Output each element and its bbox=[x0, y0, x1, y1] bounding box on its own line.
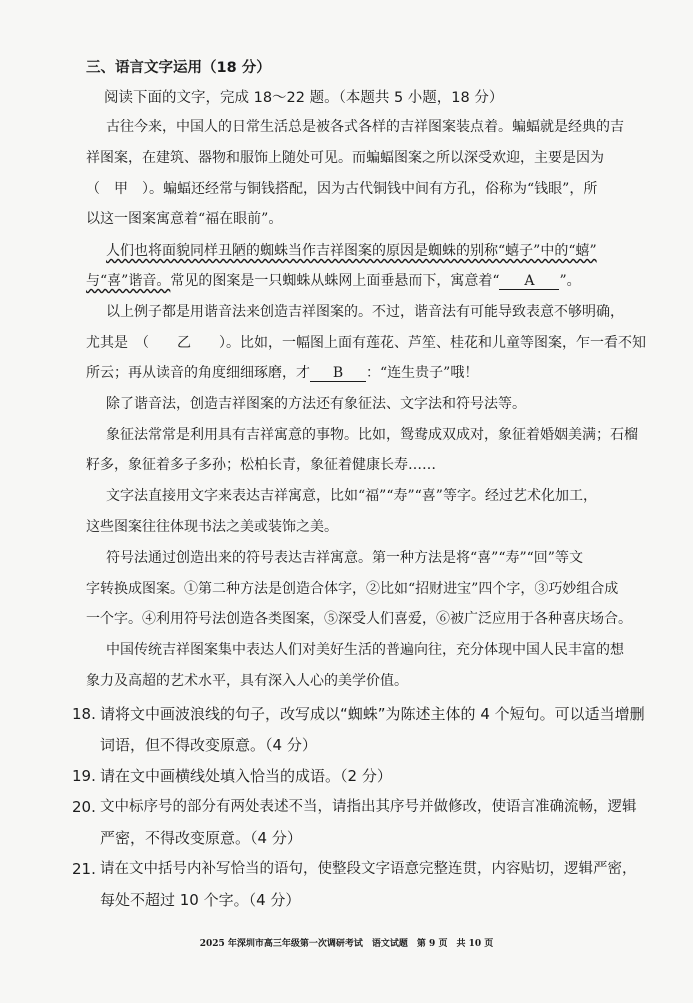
q18-number: 18. bbox=[72, 705, 96, 723]
p7-line1: 符号法通过创造出来的符号表达吉祥寓意。第一种方法是将“喜”“寿”“回”等文 bbox=[106, 550, 583, 566]
p3-line2: 尤其是 （ 乙 ）。比如，一幅图上面有莲花、芦笙、桂花和儿童等图案，乍一看不知 bbox=[86, 335, 646, 351]
p3-line1: 以上例子都是用谐音法来创造吉祥图案的。不过，谐音法有可能导致表意不够明确， bbox=[106, 304, 624, 320]
q19-number: 19. bbox=[72, 767, 96, 785]
section-intro: 阅读下面的文字，完成 18～22 题。（本题共 5 小题，18 分） bbox=[104, 90, 504, 106]
q20-text-line2: 严密，不得改变原意。（4 分） bbox=[100, 829, 302, 847]
p2-line2-wavy: 与“喜”谐音。 bbox=[86, 273, 171, 289]
page-footer: 2025 年深圳市高三年级第一次调研考试 语文试题 第 9 页 共 10 页 bbox=[199, 939, 494, 949]
q18-text-line2: 词语，但不得改变原意。（4 分） bbox=[100, 736, 317, 754]
p5-line2: 籽多，象征着多子多孙；松柏长青，象征着健康长寿…… bbox=[86, 457, 436, 473]
blank-a: A bbox=[499, 273, 559, 290]
p7-line3: 一个字。④利用符号法创造各类图案，⑤深受人们喜爱，⑥被广泛应用于各种喜庆场合。 bbox=[86, 611, 632, 627]
p1-line3-text: 。蝙蝠还经常与铜钱搭配，因为古代铜钱中间有方孔，俗称为“钱眼”，所 bbox=[149, 181, 598, 197]
p8-line1: 中国传统吉祥图案集中表达人们对美好生活的普遍向往，充分体现中国人民丰富的想 bbox=[106, 642, 624, 658]
q21-text-line1: 请在文中括号内补写恰当的语句，使整段文字语意完整连贯，内容贴切，逻辑严密， bbox=[100, 861, 637, 877]
q19-text-line1: 请在文中画横线处填入恰当的成语。（2 分） bbox=[100, 767, 392, 785]
p2-line2 bbox=[86, 271, 581, 291]
q18-text-line1: 请将文中画波浪线的句子，改写成以“蜘蛛”为陈述主体的 4 个短句。可以适当增删 bbox=[100, 705, 645, 723]
blank-b: B bbox=[310, 365, 366, 382]
q21-number: 21. bbox=[72, 860, 96, 878]
q20-number: 20. bbox=[72, 798, 96, 816]
p3-line3 bbox=[86, 363, 478, 383]
q21-text-line2: 每处不超过 10 个字。（4 分） bbox=[100, 891, 301, 909]
p2-line2-text: 常见的图案是一只蜘蛛从蛛网上面垂悬而下，寓意着“ bbox=[170, 273, 500, 289]
p6-line1: 文字法直接用文字来表达吉祥寓意，比如“福”“寿”“喜”等字。经过艺术化加工， bbox=[106, 488, 597, 504]
p8-line2: 象力及高超的艺术水平，具有深入人心的美学价值。 bbox=[86, 673, 408, 689]
p2-line1-wavy: 人们也将面貌同样丑陋的蜘蛛当作吉祥图案的原因是蜘蛛的别称“蟢子”中的“蟢” bbox=[106, 243, 597, 259]
p1-line4: 以这一图案寓意着“福在眼前”。 bbox=[86, 211, 283, 227]
p3-line3-text: 所云；再从读音的角度细细琢磨，才 bbox=[86, 365, 310, 381]
p6-line2: 这些图案往往体现书法之美或装饰之美。 bbox=[86, 519, 338, 535]
p3-line3-end: ：“连生贵子”哦！ bbox=[366, 365, 479, 381]
p2-line2-end: ”。 bbox=[559, 273, 581, 289]
p4-line1: 除了谐音法，创造吉祥图案的方法还有象征法、文字法和符号法等。 bbox=[106, 396, 526, 412]
section-title: 三、语言文字运用（18 分） bbox=[86, 60, 271, 76]
p1-line1: 古往今来，中国人的日常生活总是被各式各样的吉祥图案装点着。蝙蝠就是经典的吉 bbox=[106, 119, 624, 135]
p1-line3 bbox=[86, 179, 597, 199]
p7-line2: 字转换成图案。①第二种方法是创造合体字，②比如“招财进宝”四个字，③巧妙组合成 bbox=[86, 581, 619, 597]
q20-text-line1: 文中标序号的部分有两处表述不当，请指出其序号并做修改，使语言准确流畅，逻辑 bbox=[100, 799, 637, 815]
blank-jia: （ 甲 ） bbox=[86, 181, 149, 197]
p1-line2: 祥图案，在建筑、器物和服饰上随处可见。而蝙蝠图案之所以深受欢迎，主要是因为 bbox=[86, 150, 604, 166]
p5-line1: 象征法常常是利用具有吉祥寓意的事物。比如，鸳鸯成双成对，象征着婚姻美满；石榴 bbox=[106, 427, 638, 443]
